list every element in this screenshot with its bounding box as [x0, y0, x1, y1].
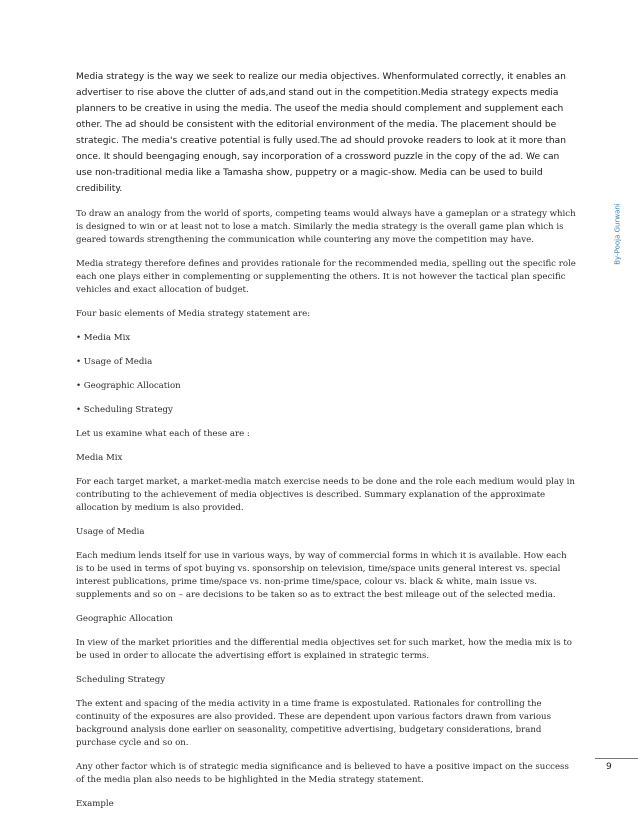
page-number: 9 — [606, 762, 612, 772]
heading-scheduling-strategy: Scheduling Strategy — [76, 675, 166, 685]
page-body — [76, 69, 576, 822]
analogy-paragraph: To draw an analogy from the world of sports, competing teams would always have a gameplan or a strategy which is designed to win or at least not to lose a match. Similarly the media strategy is the overall game plan which is geared towards strengthening the communication while countering any move the competition may have. — [76, 209, 576, 245]
rationale-paragraph: Media strategy therefore defines and provides rationale for the recommended media, spelling out the specific role each one plays either in complementing or supplementing the others. It is not however the tactical plan specific vehicles and exact allocation of budget. — [76, 259, 576, 295]
heading-usage-of-media: Usage of Media — [76, 527, 145, 537]
media-mix-paragraph: For each target market, a market-media match exercise needs to be done and the role each medium would play in contributing to the achievement of media objectives is described. Summary explanation of the approximate allocation by medium is also provided. — [76, 477, 575, 513]
footer-divider — [595, 758, 638, 759]
side-credit — [611, 184, 625, 284]
scheduling-paragraph: The extent and spacing of the media activity in a time frame is expostulated. Rationales for controlling the continuity of the exposures are also provided. These are dependent upon various factors drawn from various background analysis done earlier on seasonality, competitive advertising, budgetary considerations, brand purchase cycle and so on. — [76, 699, 551, 748]
example-line: Example — [76, 799, 114, 809]
heading-media-mix: Media Mix — [76, 453, 123, 463]
four-elements-line: Four basic elements of Media strategy statement are: — [76, 309, 311, 319]
bullet-scheduling-strategy: • Scheduling Strategy — [76, 405, 173, 415]
geographic-paragraph: In view of the market priorities and the differential media objectives set for such market, how the media mix is to be used in order to allocate the advertising effort is explained in strategic terms. — [76, 638, 572, 661]
bullet-usage-of-media: • Usage of Media — [76, 357, 153, 367]
bullet-geographic-allocation: • Geographic Allocation — [76, 381, 181, 391]
other-factor-paragraph: Any other factor which is of strategic media significance and is believed to have a positive impact on the success of the media plan also needs to be highlighted in the Media strategy statement. — [76, 762, 569, 785]
heading-geographic-allocation: Geographic Allocation — [76, 614, 173, 624]
examine-line: Let us examine what each of these are : — [76, 429, 250, 439]
intro-paragraph: Media strategy is the way we seek to realize our media objectives. Whenformulated correctly, it enables an advertiser to rise above the clutter of ads,and stand out in the competition.Media strategy expects media planners to be creative in using the media. The useof the media should complement and supplement each other. The ad should be consistent with the editorial environment of the media. The placement should be strategic. The media's creative potential is fully used.The ad should provoke readers to look at it more than once. It should beengaging enough, say incorporation of a crossword puzzle in the copy of the ad. We can use non-traditional media like a Tamasha show, puppetry or a magic-show. Media can be used to build credibility. — [76, 72, 567, 194]
usage-paragraph: Each medium lends itself for use in various ways, by way of commercial forms in which it is available. How each is to be used in terms of spot buying vs. sponsorship on television, time/space units general interest vs. special interest publications, prime time/space vs. non-prime time/space, colour vs. black & white, main issue vs. supplements and so on – are decisions to be taken so as to extract the best mileage out of the selected media. — [76, 551, 567, 600]
side-credit-text: By-Pooja Gurwani — [614, 203, 623, 265]
bullet-media-mix: • Media Mix — [76, 333, 131, 343]
